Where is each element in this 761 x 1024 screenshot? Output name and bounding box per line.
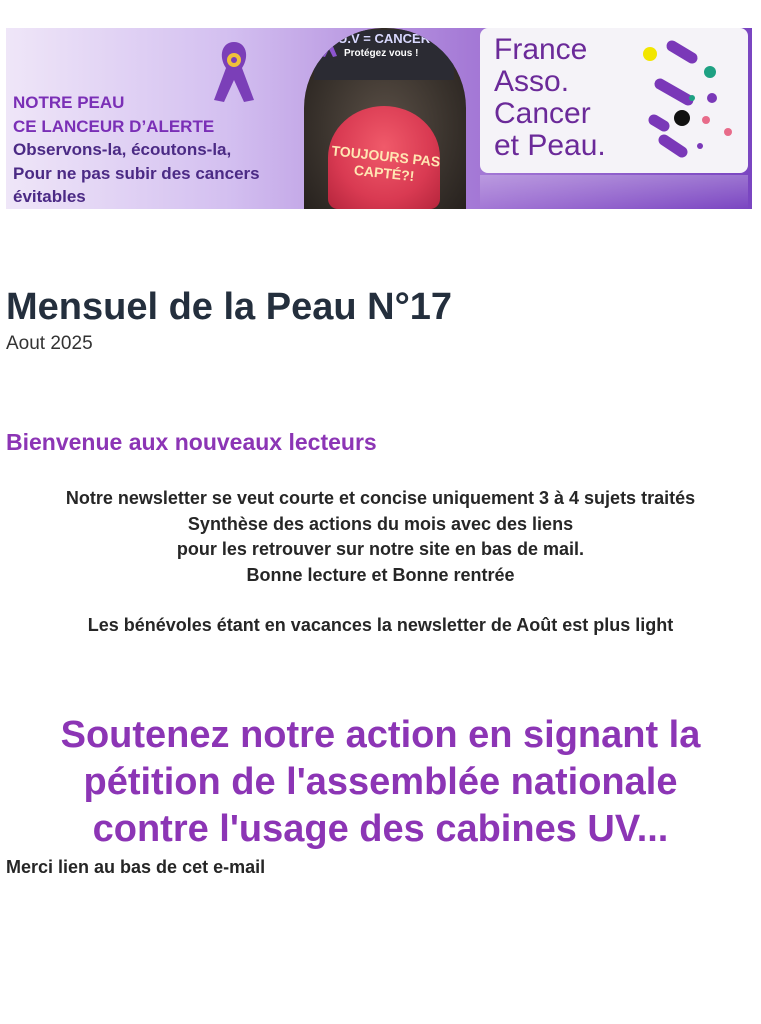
welcome-line: Notre newsletter se veut courte et concise uniquement 3 à 4 sujets traités [65, 488, 696, 508]
logo-wordmark [494, 34, 606, 162]
logo-line: Asso. [494, 65, 570, 98]
welcome-line: Bonne lecture et Bonne rentrée [246, 564, 515, 585]
petition-line: pétition de l'assemblée nationale [83, 761, 678, 803]
petition-heading [0, 712, 761, 853]
welcome-heading: Bienvenue aux nouveaux lecteurs [6, 429, 377, 455]
logo-reflection [480, 175, 748, 209]
header-banner [6, 28, 752, 209]
spacer [0, 588, 761, 613]
newsletter-date: Aout 2025 [6, 333, 93, 354]
logo-line: Cancer [494, 97, 591, 130]
logo-line: France [494, 33, 588, 66]
photo-subtitle: Protégez vous ! [344, 48, 419, 59]
logo-dots-icon [630, 36, 740, 161]
photo-slogan: TOUJOURS PAS CAPTÉ?! [330, 142, 442, 185]
petition-line: Soutenez notre action en signant la [60, 714, 701, 756]
newsletter-title: Mensuel de la Peau N°17 [6, 286, 453, 328]
welcome-text [0, 486, 761, 639]
banner-slogan [13, 91, 260, 209]
petition-footnote: Merci lien au bas de cet e-mail [6, 857, 266, 877]
banner-line: NOTRE PEAU [13, 93, 125, 112]
france-asso-cancer-peau-logo [480, 28, 748, 173]
petition-line: contre l'usage des cabines UV... [92, 808, 669, 850]
banner-line: évitables [13, 187, 86, 206]
banner-line: Pour ne pas subir des cancers [13, 163, 260, 183]
photo-title: U.V = CANCER [338, 31, 431, 46]
welcome-line: Synthèse des actions du mois avec des liens [187, 513, 574, 534]
banner-line: Observons-la, écoutons-la, [13, 140, 232, 159]
banner-line: CE LANCEUR D’ALERTE [13, 116, 215, 136]
vacation-note: Les bénévoles étant en vacances la newsletter de Août est plus light [87, 615, 674, 635]
logo-line: et Peau. [494, 129, 606, 162]
awareness-ribbon-icon [318, 32, 340, 58]
uv-campaign-photo [304, 28, 466, 209]
welcome-line: pour les retrouver sur notre site en bas de mail. [176, 539, 585, 559]
